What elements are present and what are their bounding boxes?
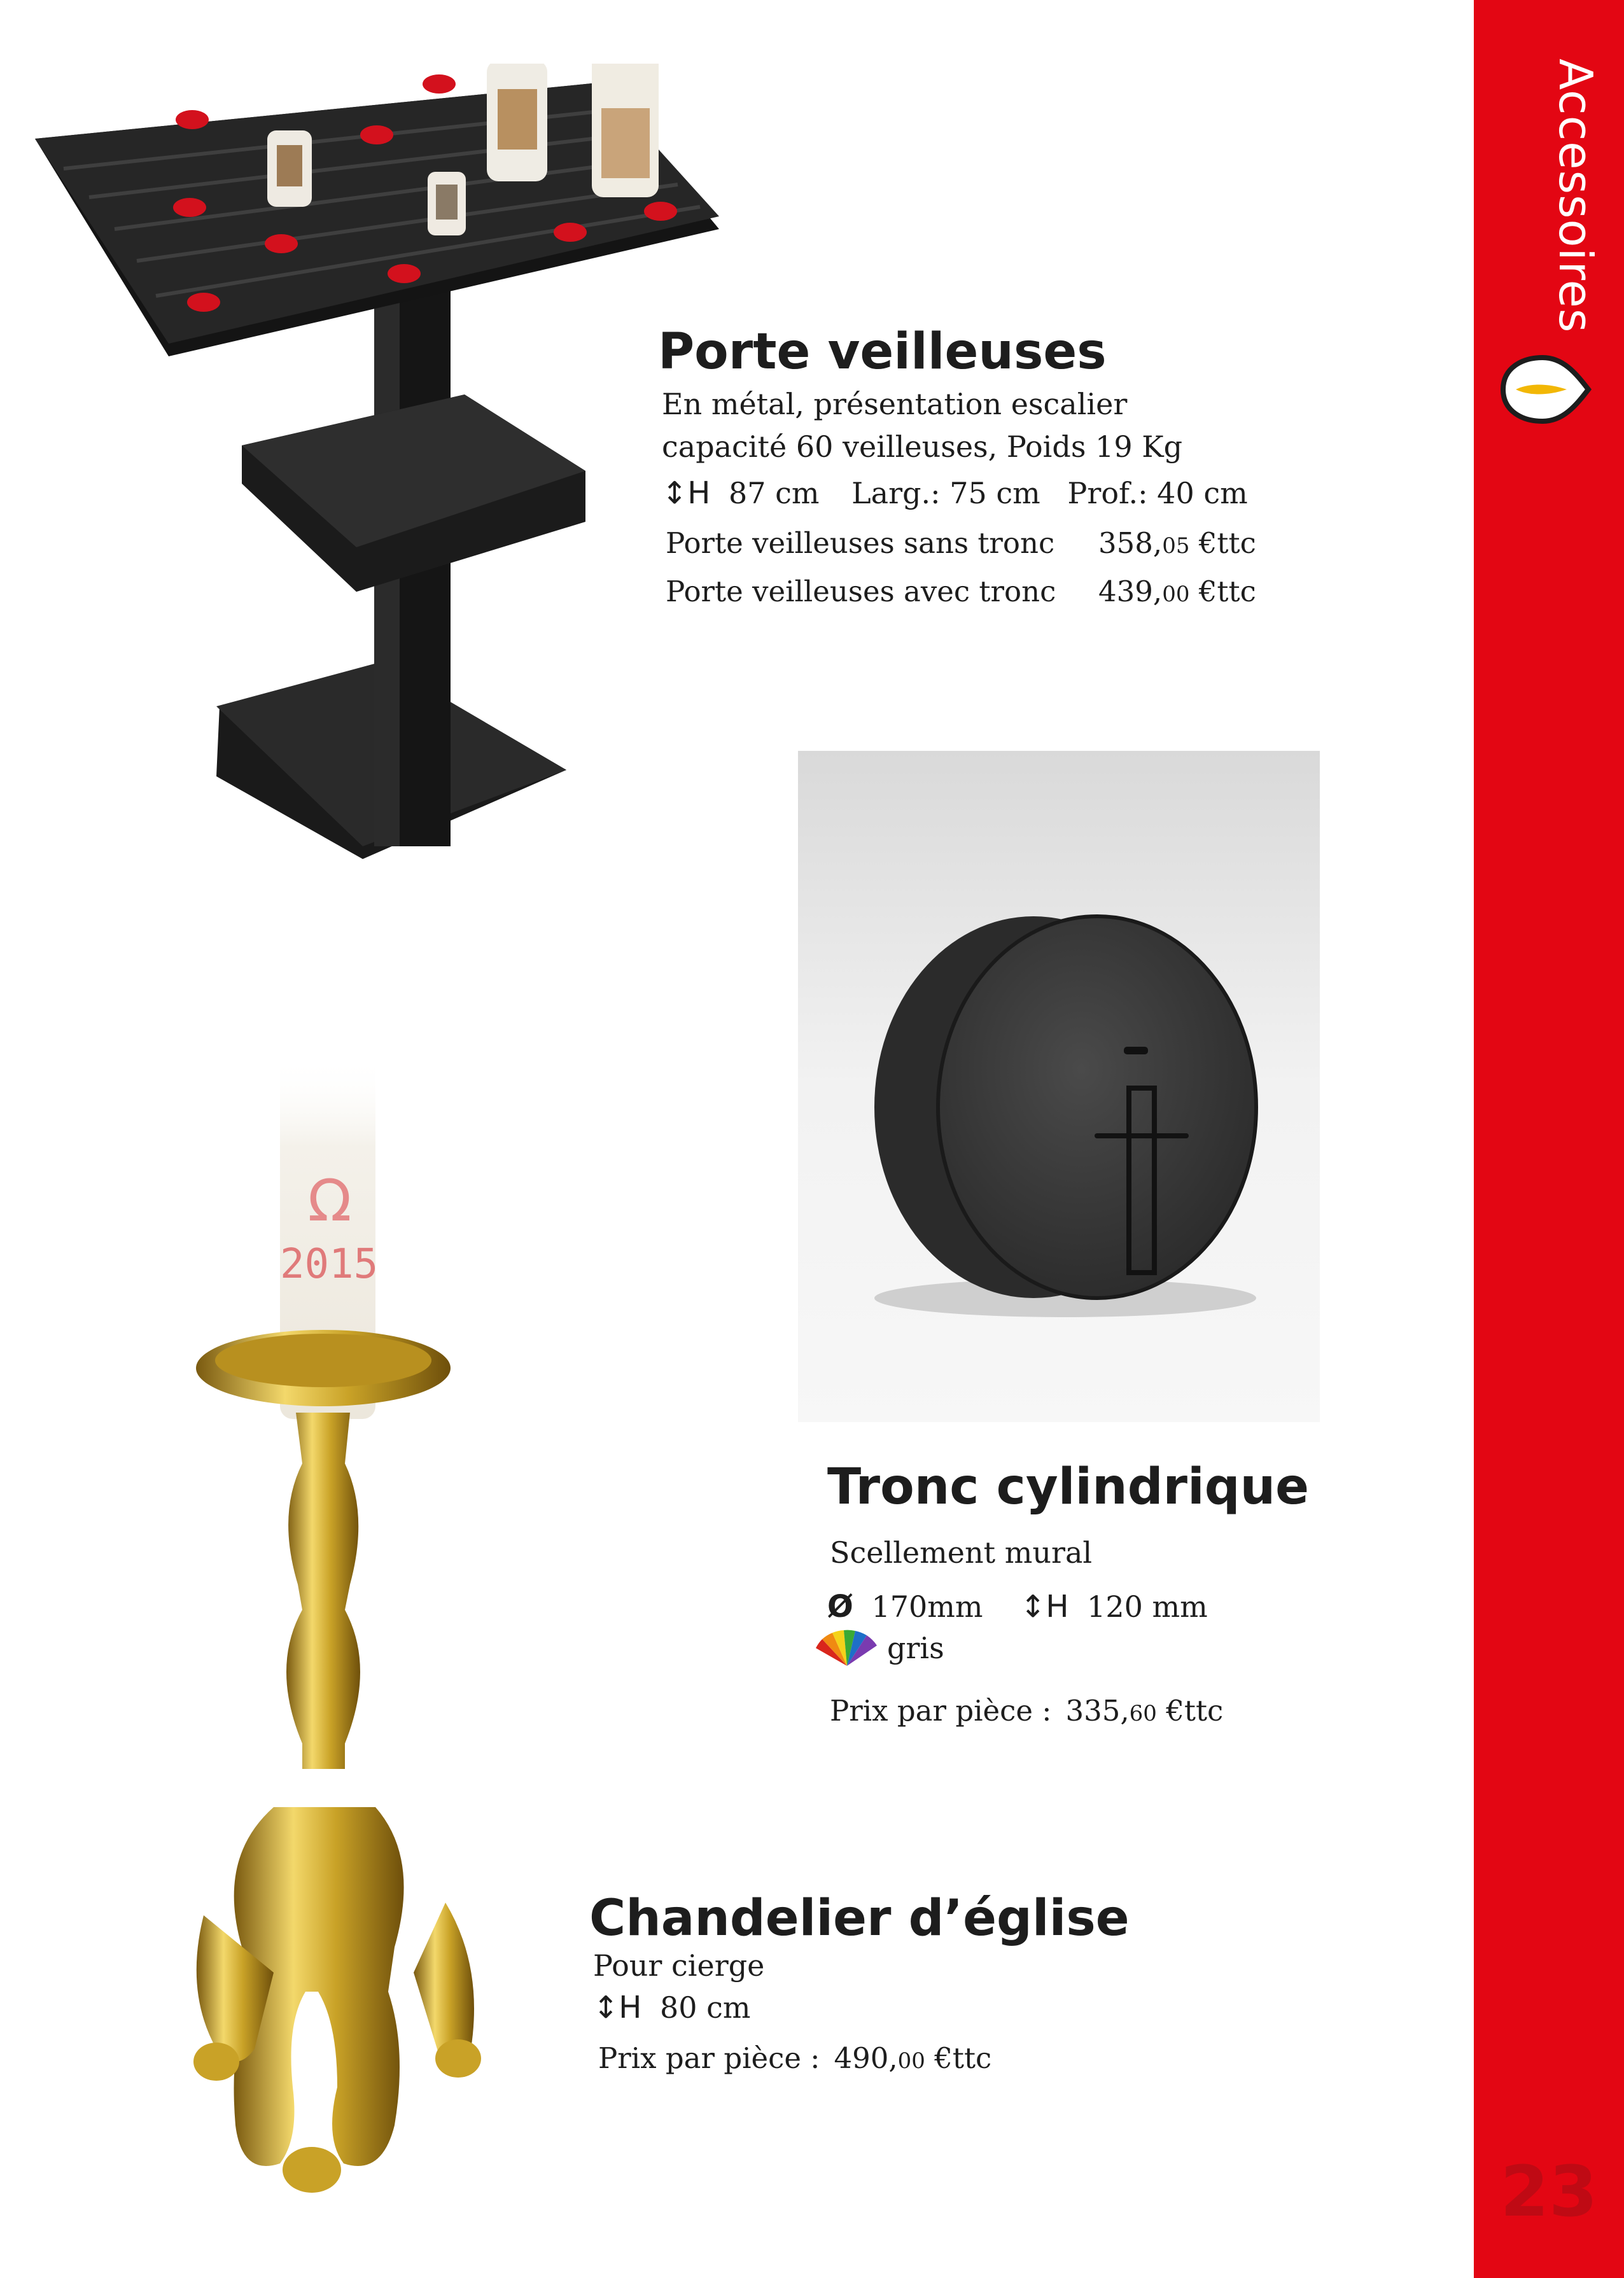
price-row <box>666 575 1256 608</box>
color-value: gris <box>887 1631 944 1665</box>
price-value: 335,60 €ttc <box>1065 1694 1224 1728</box>
height-icon: ↕H <box>662 475 711 511</box>
depth-value: Prof.: 40 cm <box>1067 476 1248 510</box>
product-description: En métal, présentation escalier <box>662 387 1128 421</box>
product-description: Pour cierge <box>593 1948 765 1983</box>
diameter-value: 170mm <box>871 1590 983 1624</box>
variant-price: 358,05 €ttc <box>1098 526 1256 560</box>
product-description: capacité 60 veilleuses, Poids 19 Kg <box>662 430 1183 464</box>
width-value: Larg.: 75 cm <box>851 476 1040 510</box>
price-row <box>598 2041 991 2075</box>
candle-omega-mark: Ω <box>307 1168 352 1234</box>
variant-label: Porte veilleuses avec tronc <box>666 575 1056 608</box>
variant-label: Porte veilleuses sans tronc <box>666 526 1055 560</box>
dimensions-row <box>662 471 1248 515</box>
diameter-icon: Ø <box>827 1589 853 1625</box>
height-value: 80 cm <box>659 1990 751 2025</box>
color-fan-icon <box>813 1629 881 1667</box>
product-title: Porte veilleuses <box>658 323 1107 381</box>
price-value: 490,00 €ttc <box>834 2041 992 2075</box>
height-value: 120 mm <box>1087 1590 1208 1624</box>
height-icon: ↕H <box>1020 1589 1069 1625</box>
price-row <box>830 1694 1223 1728</box>
dimensions-row <box>827 1584 1208 1629</box>
height-value: 87 cm <box>728 476 820 510</box>
candle-year-mark: 2015 <box>280 1241 379 1288</box>
candlestick-image <box>178 1056 509 2202</box>
price-row <box>666 526 1256 560</box>
price-label: Prix par pièce : <box>830 1694 1052 1728</box>
height-icon: ↕H <box>593 1990 642 2025</box>
page-number: 23 <box>1500 2151 1598 2232</box>
product-title: Chandelier d’église <box>589 1890 1130 1947</box>
product-description: Scellement mural <box>830 1535 1093 1570</box>
price-label: Prix par pièce : <box>598 2041 820 2075</box>
variant-price: 439,00 €ttc <box>1098 575 1256 608</box>
dimensions-row <box>593 1985 750 2030</box>
candle-stand-image <box>25 64 725 865</box>
product-title: Tronc cylindrique <box>827 1458 1309 1516</box>
section-title: Accessoires <box>1549 59 1602 333</box>
flame-drop-icon <box>1497 354 1592 425</box>
sidebar-band <box>1474 0 1624 2278</box>
offering-box-image <box>798 751 1320 1422</box>
